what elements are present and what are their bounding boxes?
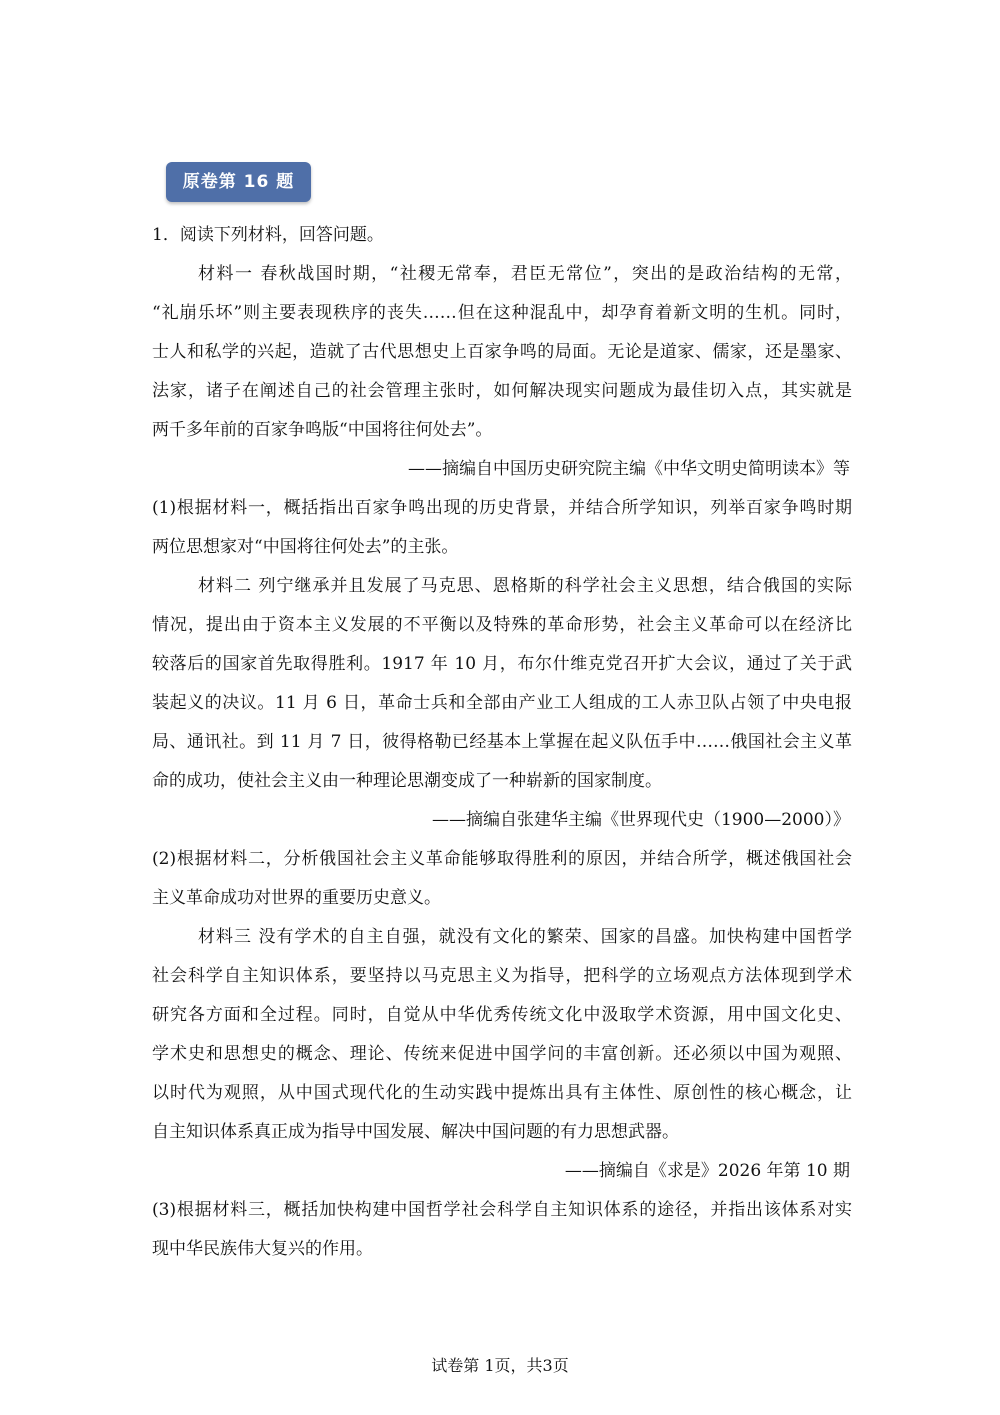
material-three (152, 918, 852, 1152)
question-body (152, 216, 852, 1269)
question-number-badge: 原卷第 16 题 (166, 162, 311, 202)
material-line: 局、通讯社。到 11 月 7 日，彼得格勒已经基本上掌握在起义队伍手中……俄国社会主义革 (152, 732, 852, 752)
sub-question-three (152, 1191, 852, 1269)
material-line: 法家，诸子在阐述自己的社会管理主张时，如何解决现实问题成为最佳切入点，其实就是 (152, 381, 852, 401)
sub-question-two (152, 840, 852, 918)
material-three-source: ——摘编自《求是》2026 年第 10 期 (564, 1161, 850, 1181)
sub-question-line: (3)根据材料三，概括加快构建中国哲学社会科学自主知识体系的途径，并指出该体系对实 (152, 1200, 852, 1220)
material-line: 情况，提出由于资本主义发展的不平衡以及特殊的革命形势，社会主义革命可以在经济比 (152, 615, 852, 635)
sub-question-line: 两位思想家对“中国将往何处去”的主张。 (152, 537, 459, 557)
material-line: 材料三 没有学术的自主自强，就没有文化的繁荣、国家的昌盛。加快构建中国哲学 (198, 927, 852, 947)
material-line: 两千多年前的百家争鸣版“中国将往何处去”。 (152, 420, 493, 440)
material-line: 社会科学自主知识体系，要坚持以马克思主义为指导，把科学的立场观点方法体现到学术 (152, 966, 852, 986)
material-line: 研究各方面和全过程。同时，自觉从中华优秀传统文化中汲取学术资源，用中国文化史、 (152, 1005, 852, 1025)
material-line: 自主知识体系真正成为指导中国发展、解决中国问题的有力思想武器。 (152, 1122, 679, 1142)
material-two (152, 567, 852, 801)
material-line: 较落后的国家首先取得胜利。1917 年 10 月，布尔什维克党召开扩大会议，通过了关于武 (152, 654, 852, 674)
material-line: “礼崩乐坏”则主要表现秩序的丧失……但在这种混乱中，却孕育着新文明的生机。同时， (152, 303, 852, 323)
sub-question-line: 主义革命成功对世界的重要历史意义。 (152, 888, 441, 908)
material-line: 以时代为观照，从中国式现代化的生动实践中提炼出具有主体性、原创性的核心概念，让 (152, 1083, 852, 1103)
question-title: 1．阅读下列材料，回答问题。 (152, 225, 384, 245)
material-one-source: ——摘编自中国历史研究院主编《中华文明史简明读本》等 (408, 459, 850, 479)
material-line: 材料一 春秋战国时期，“社稷无常奉，君臣无常位”，突出的是政治结构的无常， (198, 264, 852, 284)
material-two-source: ——摘编自张建华主编《世界现代史（1900—2000）》 (431, 810, 850, 830)
sub-question-one (152, 489, 852, 567)
sub-question-line: (2)根据材料二，分析俄国社会主义革命能够取得胜利的原因，并结合所学，概述俄国社会 (152, 849, 852, 869)
material-line: 命的成功，使社会主义由一种理论思潮变成了一种崭新的国家制度。 (152, 771, 662, 791)
material-one (152, 255, 852, 450)
sub-question-line: 现中华民族伟大复兴的作用。 (152, 1239, 373, 1259)
material-line: 材料二 列宁继承并且发展了马克思、恩格斯的科学社会主义思想，结合俄国的实际 (198, 576, 852, 596)
material-line: 学术史和思想史的概念、理论、传统来促进中国学问的丰富创新。还必须以中国为观照、 (152, 1044, 852, 1064)
material-line: 士人和私学的兴起，造就了古代思想史上百家争鸣的局面。无论是道家、儒家，还是墨家、 (152, 342, 852, 362)
page-number: 试卷第 1页，共3页 (431, 1356, 569, 1375)
material-line: 装起义的决议。11 月 6 日，革命士兵和全部由产业工人组成的工人赤卫队占领了中央电报 (152, 693, 852, 713)
sub-question-line: (1)根据材料一，概括指出百家争鸣出现的历史背景，并结合所学知识，列举百家争鸣时期 (152, 498, 852, 518)
